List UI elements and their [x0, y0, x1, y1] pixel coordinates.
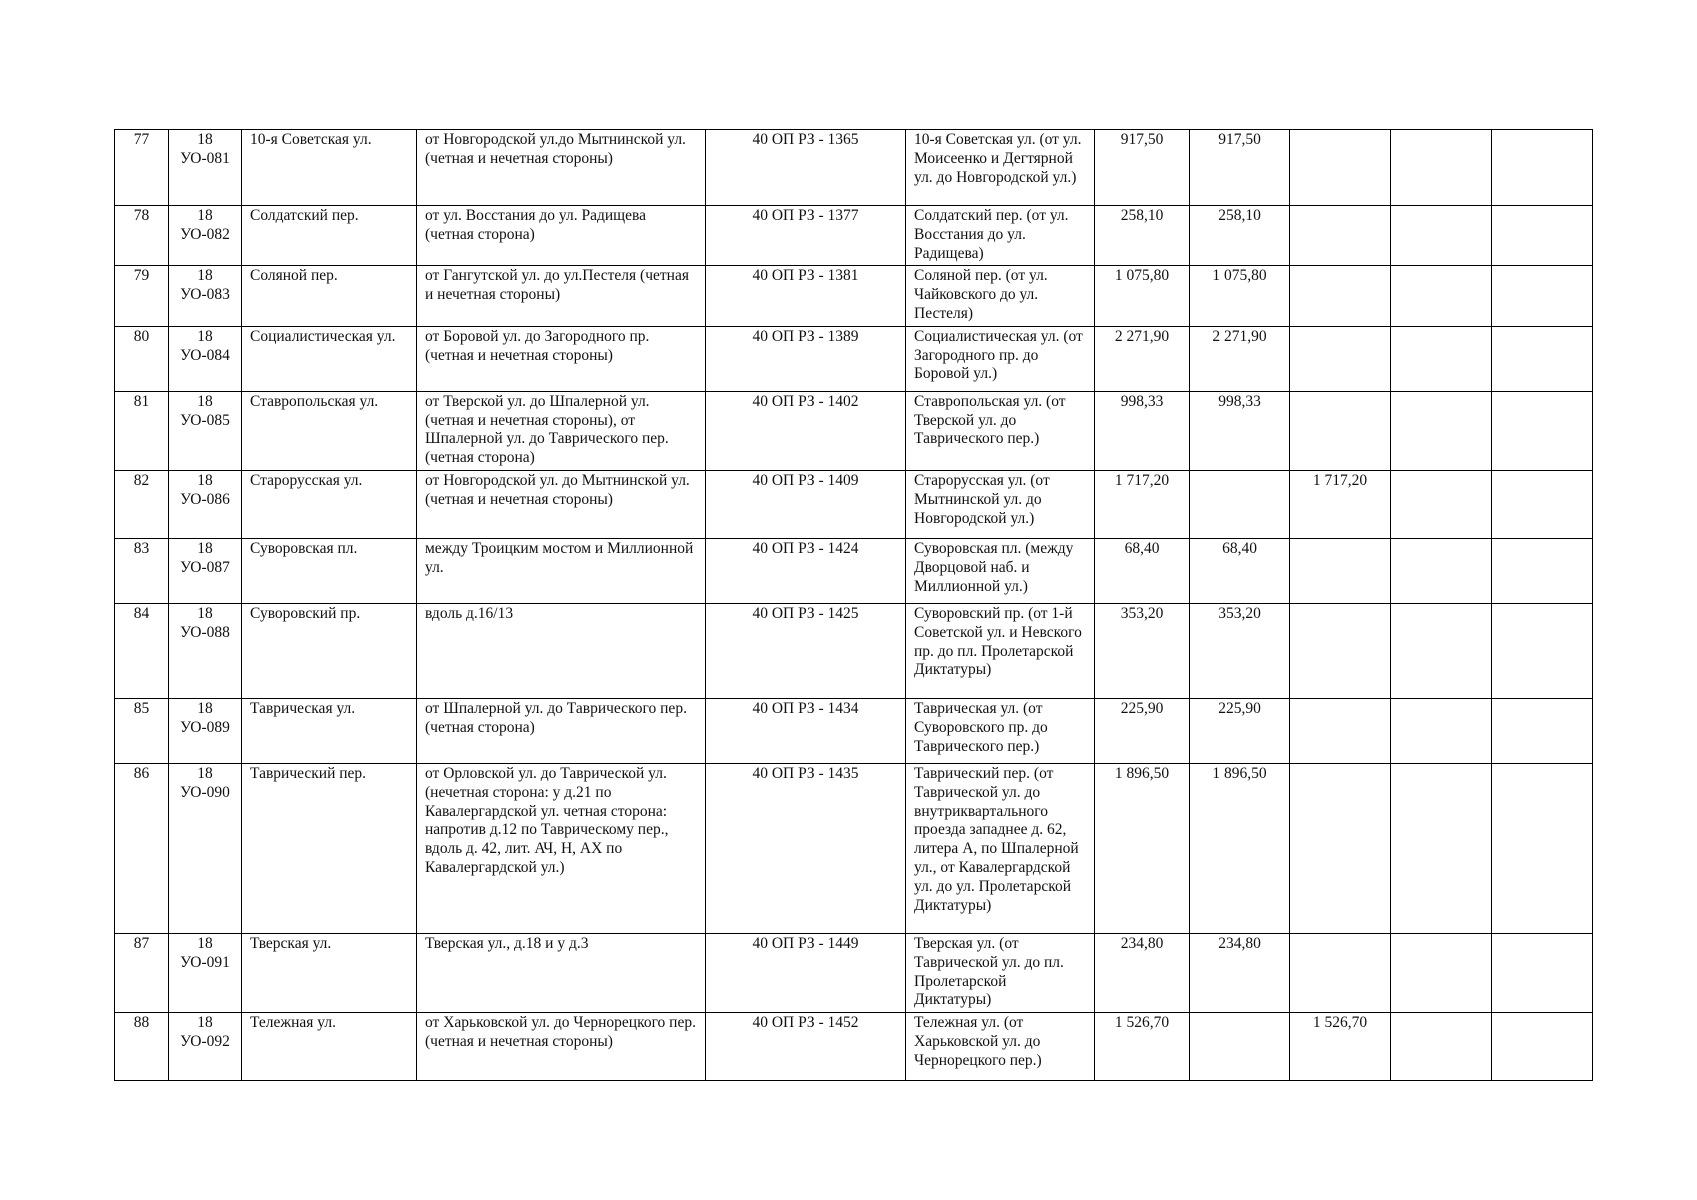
- table-row: [115, 538, 1593, 603]
- value-col-4: [1391, 470, 1492, 538]
- value-col-2: 225,90: [1190, 698, 1290, 763]
- value-col-4: [1391, 603, 1492, 698]
- road-description: Старорусская ул. (от Мытнинской ул. до Новгородской ул.): [906, 470, 1095, 538]
- value-col-2: 998,33: [1190, 391, 1290, 470]
- row-number: 83: [115, 538, 169, 603]
- table-row: [115, 933, 1593, 1012]
- street-name: Суворовский пр.: [242, 603, 417, 698]
- object-code: 18 УО-091: [169, 933, 242, 1012]
- registry-number: 40 ОП РЗ - 1365: [706, 130, 906, 206]
- value-col-3: 1 717,20: [1290, 470, 1391, 538]
- value-col-5: [1492, 763, 1593, 933]
- road-description: Суворовский пр. (от 1-й Советской ул. и Невского пр. до пл. Пролетарской Диктатуры): [906, 603, 1095, 698]
- table-row: [115, 763, 1593, 933]
- object-code: 18 УО-088: [169, 603, 242, 698]
- table-row: [115, 603, 1593, 698]
- value-col-5: [1492, 603, 1593, 698]
- value-col-3: [1290, 603, 1391, 698]
- value-total: 234,80: [1095, 933, 1190, 1012]
- value-col-3: [1290, 206, 1391, 266]
- road-description: Соляной пер. (от ул. Чайковского до ул. Пестеля): [906, 266, 1095, 326]
- object-code: 18 УО-083: [169, 266, 242, 326]
- street-name: Таврический пер.: [242, 763, 417, 933]
- row-number: 81: [115, 391, 169, 470]
- section-description: от Орловской ул. до Таврической ул. (нечетная сторона: у д.21 по Кавалергардской ул. четная сторона: напротив д.12 по Таврическому пер., вдоль д. 42, лит. АЧ, Н, АХ по Кавалергардской ул.): [417, 763, 706, 933]
- registry-number: 40 ОП РЗ - 1381: [706, 266, 906, 326]
- object-code: 18 УО-085: [169, 391, 242, 470]
- value-total: 1 717,20: [1095, 470, 1190, 538]
- table-row: [115, 206, 1593, 266]
- value-col-3: [1290, 130, 1391, 206]
- street-name: Тележная ул.: [242, 1013, 417, 1081]
- value-col-2: 68,40: [1190, 538, 1290, 603]
- object-code: 18 УО-090: [169, 763, 242, 933]
- table-row: [115, 266, 1593, 326]
- registry-number: 40 ОП РЗ - 1435: [706, 763, 906, 933]
- value-col-5: [1492, 470, 1593, 538]
- value-col-3: [1290, 326, 1391, 391]
- value-col-5: [1492, 698, 1593, 763]
- road-description: Ставропольская ул. (от Тверской ул. до Таврического пер.): [906, 391, 1095, 470]
- value-col-2: 353,20: [1190, 603, 1290, 698]
- registry-number: 40 ОП РЗ - 1452: [706, 1013, 906, 1081]
- value-col-4: [1391, 933, 1492, 1012]
- section-description: от Новгородской ул.до Мытнинской ул. (четная и нечетная стороны): [417, 130, 706, 206]
- street-name: Ставропольская ул.: [242, 391, 417, 470]
- road-description: Суворовская пл. (между Дворцовой наб. и Миллионной ул.): [906, 538, 1095, 603]
- street-name: Тверская ул.: [242, 933, 417, 1012]
- value-col-5: [1492, 130, 1593, 206]
- registry-number: 40 ОП РЗ - 1434: [706, 698, 906, 763]
- value-col-5: [1492, 538, 1593, 603]
- road-table: [114, 129, 1593, 1081]
- value-col-3: [1290, 698, 1391, 763]
- section-description: от ул. Восстания до ул. Радищева (четная сторона): [417, 206, 706, 266]
- street-name: Старорусская ул.: [242, 470, 417, 538]
- value-total: 1 075,80: [1095, 266, 1190, 326]
- section-description: Тверская ул., д.18 и у д.3: [417, 933, 706, 1012]
- value-total: 258,10: [1095, 206, 1190, 266]
- value-col-3: [1290, 763, 1391, 933]
- row-number: 85: [115, 698, 169, 763]
- value-col-4: [1391, 206, 1492, 266]
- road-description: 10-я Советская ул. (от ул. Моисеенко и Дегтярной ул. до Новгородской ул.): [906, 130, 1095, 206]
- row-number: 88: [115, 1013, 169, 1081]
- value-total: 68,40: [1095, 538, 1190, 603]
- row-number: 86: [115, 763, 169, 933]
- value-col-2: [1190, 470, 1290, 538]
- value-col-4: [1391, 326, 1492, 391]
- value-col-4: [1391, 391, 1492, 470]
- table-row: [115, 698, 1593, 763]
- value-col-4: [1391, 698, 1492, 763]
- road-description: Тележная ул. (от Харьковской ул. до Чернорецкого пер.): [906, 1013, 1095, 1081]
- street-name: 10-я Советская ул.: [242, 130, 417, 206]
- street-name: Суворовская пл.: [242, 538, 417, 603]
- value-col-3: [1290, 391, 1391, 470]
- object-code: 18 УО-081: [169, 130, 242, 206]
- section-description: от Боровой ул. до Загородного пр. (четная и нечетная стороны): [417, 326, 706, 391]
- row-number: 77: [115, 130, 169, 206]
- value-col-2: 234,80: [1190, 933, 1290, 1012]
- value-col-5: [1492, 933, 1593, 1012]
- value-col-2: 1 896,50: [1190, 763, 1290, 933]
- row-number: 80: [115, 326, 169, 391]
- registry-number: 40 ОП РЗ - 1402: [706, 391, 906, 470]
- object-code: 18 УО-084: [169, 326, 242, 391]
- value-total: 225,90: [1095, 698, 1190, 763]
- value-col-3: [1290, 266, 1391, 326]
- road-description: Солдатский пер. (от ул. Восстания до ул. Радищева): [906, 206, 1095, 266]
- value-col-3: [1290, 538, 1391, 603]
- object-code: 18 УО-092: [169, 1013, 242, 1081]
- value-col-2: 917,50: [1190, 130, 1290, 206]
- road-description: Таврическая ул. (от Суворовского пр. до Таврического пер.): [906, 698, 1095, 763]
- value-col-5: [1492, 391, 1593, 470]
- value-col-3: [1290, 933, 1391, 1012]
- value-col-4: [1391, 130, 1492, 206]
- row-number: 84: [115, 603, 169, 698]
- row-number: 78: [115, 206, 169, 266]
- registry-number: 40 ОП РЗ - 1389: [706, 326, 906, 391]
- street-name: Таврическая ул.: [242, 698, 417, 763]
- row-number: 79: [115, 266, 169, 326]
- value-total: 998,33: [1095, 391, 1190, 470]
- object-code: 18 УО-089: [169, 698, 242, 763]
- road-description: Тверская ул. (от Таврической ул. до пл. Пролетарской Диктатуры): [906, 933, 1095, 1012]
- value-col-2: 2 271,90: [1190, 326, 1290, 391]
- value-col-4: [1391, 1013, 1492, 1081]
- value-total: 1 526,70: [1095, 1013, 1190, 1081]
- value-total: 353,20: [1095, 603, 1190, 698]
- registry-number: 40 ОП РЗ - 1377: [706, 206, 906, 266]
- object-code: 18 УО-087: [169, 538, 242, 603]
- table-row: [115, 470, 1593, 538]
- value-col-4: [1391, 763, 1492, 933]
- value-total: 2 271,90: [1095, 326, 1190, 391]
- value-col-4: [1391, 266, 1492, 326]
- value-total: 1 896,50: [1095, 763, 1190, 933]
- value-col-2: [1190, 1013, 1290, 1081]
- section-description: от Новгородской ул. до Мытнинской ул. (четная и нечетная стороны): [417, 470, 706, 538]
- section-description: от Тверской ул. до Шпалерной ул. (четная и нечетная стороны), от Шпалерной ул. до Таврического пер. (четная сторона): [417, 391, 706, 470]
- object-code: 18 УО-086: [169, 470, 242, 538]
- street-name: Социалистическая ул.: [242, 326, 417, 391]
- value-total: 917,50: [1095, 130, 1190, 206]
- section-description: вдоль д.16/13: [417, 603, 706, 698]
- table-row: [115, 130, 1593, 206]
- value-col-4: [1391, 538, 1492, 603]
- row-number: 87: [115, 933, 169, 1012]
- value-col-5: [1492, 326, 1593, 391]
- registry-number: 40 ОП РЗ - 1409: [706, 470, 906, 538]
- section-description: от Гангутской ул. до ул.Пестеля (четная и нечетная стороны): [417, 266, 706, 326]
- table-row: [115, 1013, 1593, 1081]
- street-name: Солдатский пер.: [242, 206, 417, 266]
- table-row: [115, 391, 1593, 470]
- road-description: Таврический пер. (от Таврической ул. до внутриквартального проезда западнее д. 62, литера А, по Шпалерной ул., от Кавалергардской ул. до ул. Пролетарской Диктатуры): [906, 763, 1095, 933]
- section-description: между Троицким мостом и Миллионной ул.: [417, 538, 706, 603]
- object-code: 18 УО-082: [169, 206, 242, 266]
- section-description: от Харьковской ул. до Чернорецкого пер. (четная и нечетная стороны): [417, 1013, 706, 1081]
- table-row: [115, 326, 1593, 391]
- road-description: Социалистическая ул. (от Загородного пр. до Боровой ул.): [906, 326, 1095, 391]
- value-col-5: [1492, 266, 1593, 326]
- value-col-3: 1 526,70: [1290, 1013, 1391, 1081]
- section-description: от Шпалерной ул. до Таврического пер. (четная сторона): [417, 698, 706, 763]
- registry-number: 40 ОП РЗ - 1449: [706, 933, 906, 1012]
- row-number: 82: [115, 470, 169, 538]
- value-col-5: [1492, 206, 1593, 266]
- registry-number: 40 ОП РЗ - 1425: [706, 603, 906, 698]
- street-name: Соляной пер.: [242, 266, 417, 326]
- value-col-5: [1492, 1013, 1593, 1081]
- value-col-2: 258,10: [1190, 206, 1290, 266]
- value-col-2: 1 075,80: [1190, 266, 1290, 326]
- registry-number: 40 ОП РЗ - 1424: [706, 538, 906, 603]
